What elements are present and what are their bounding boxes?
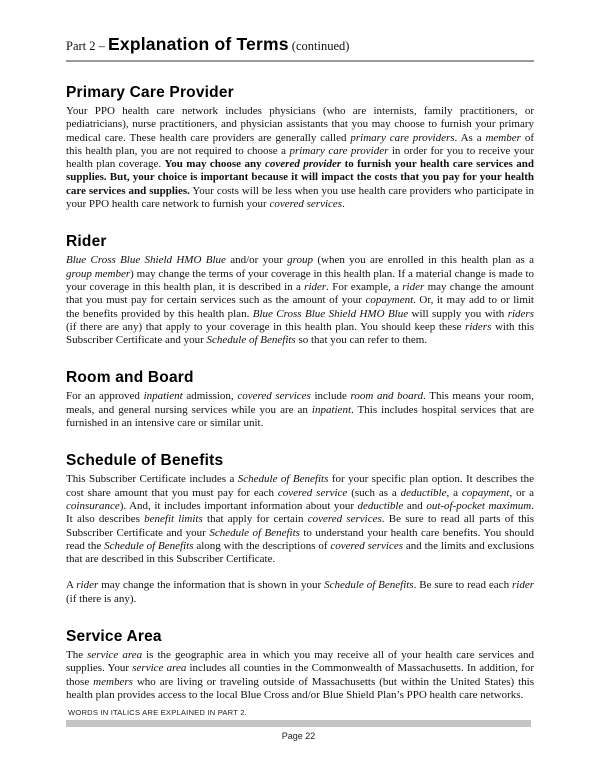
section-heading: Rider (66, 233, 107, 251)
section-rider (66, 233, 534, 347)
paragraph: A rider may change the information that is shown in your Schedule of Benefits. Be sure to read each rider (if there is any). (66, 579, 534, 605)
footer-divider-bar (66, 720, 531, 727)
part-label: Part 2 – (66, 39, 109, 53)
section-primary-care-provider (66, 84, 534, 211)
page-header (66, 0, 534, 62)
section-heading: Schedule of Benefits (66, 452, 224, 470)
section-heading: Primary Care Provider (66, 84, 234, 101)
page-title: Explanation of Terms (108, 34, 289, 54)
paragraph: For an approved inpatient admission, covered services include room and board. This means your room, meals, and general nursing services while you are an inpatient. This includes hospital services that are furnished in an intensive care or similar unit. (66, 390, 534, 430)
italics-note: WORDS IN ITALICS ARE EXPLAINED IN PART 2. (68, 708, 247, 717)
page-footer (66, 708, 531, 741)
paragraph: Your PPO health care network includes physicians (who are internists, family practitioners, or pediatricians), nurse practitioners, and physician assistants that you may choose to furnish your primary medical care. These health care providers are generally called primary care providers. As a member of this health plan, you are not required to choose a primary care provider in order for you to receive your health plan coverage. You may choose any covered provider to furnish your health care services and supplies. But, your choice is important because it will impact the costs that you pay for your health care services and supplies. Your costs will be less when you use health care providers who participate in your PPO health care network to furnish your covered services. (66, 105, 535, 211)
page-number: Page 22 (281, 731, 316, 741)
paragraph: This Subscriber Certificate includes a Schedule of Benefits for your specific plan option. It describes the cost share amount that you must pay for each covered service (such as a deductible, a copayment, or a coinsurance). And, it includes important information about your deductible and out-of-pocket maximum. It also describes benefit limits that apply for certain covered services. Be sure to read all parts of this Subscriber Certificate and your Schedule of Benefits to understand your health care benefits. You should read the Schedule of Benefits along with the descriptions of covered services and the limits and exclusions that are described in this Subscriber Certificate. (66, 473, 535, 566)
section-room-and-board (66, 369, 534, 430)
paragraph: The service area is the geographic area in which you may receive all of your health care services and supplies. Your service area includes all counties in the Commonwealth of Massachusetts. In addition, for those members who are living or traveling outside of Massachusetts (but within the United States) this health plan provides access to the local Blue Cross and/or Blue Shield Plan’s PPO health care networks. (66, 649, 535, 701)
continued-label: (continued) (288, 39, 350, 53)
section-heading: Room and Board (66, 369, 194, 387)
paragraph: Blue Cross Blue Shield HMO Blue and/or your group (when you are enrolled in this health plan as a group member) may change the terms of your coverage in this health plan. If a material change is made to your coverage in this health plan, it is described in a rider. For example, a rider may change the amount that you must pay for certain services such as the amount of your copayment. Or, it may add to or limit the benefits provided by this health plan. Blue Cross Blue Shield HMO Blue will supply you with riders (if there are any) that apply to your coverage in this health plan. You should keep these riders with this Subscriber Certificate and your Schedule of Benefits so that you can refer to them. (66, 254, 535, 347)
section-service-area (66, 628, 534, 702)
section-schedule-of-benefits (66, 452, 534, 606)
section-heading: Service Area (66, 628, 162, 646)
page-content (66, 0, 534, 702)
